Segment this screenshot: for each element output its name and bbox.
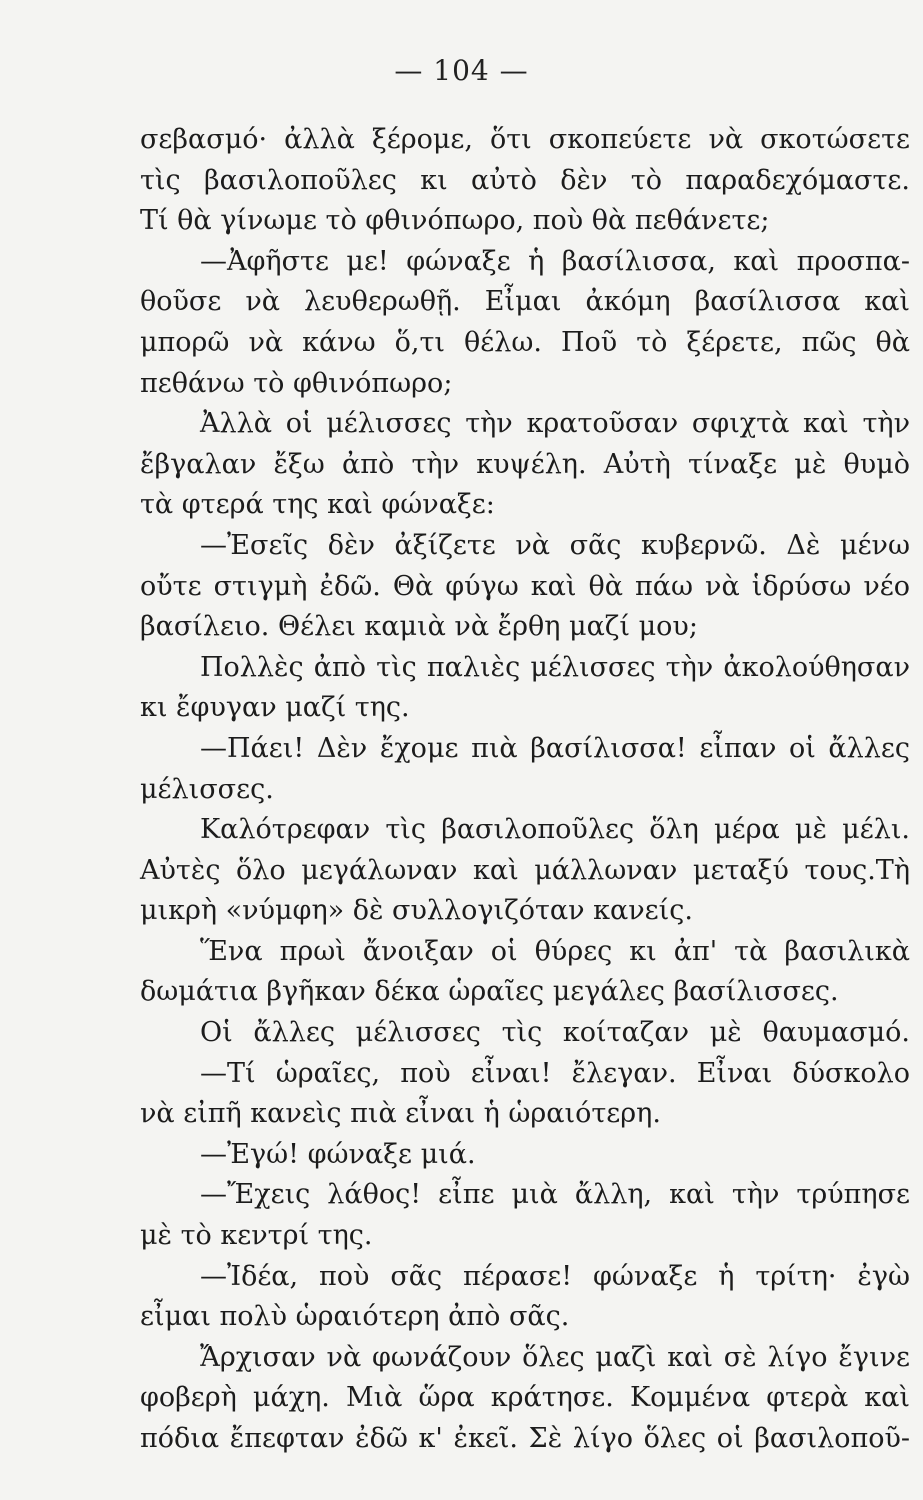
text-line: Καλότρεφαν τὶς βασιλοποῦλες ὅλη μέρα μὲ μέλι. — [200, 814, 910, 846]
text-line: φοβερὴ μάχη. Μιὰ ὥρα κράτησε. Κομμένα φτερὰ καὶ — [140, 1382, 910, 1414]
text-line: τὰ φτερά της καὶ φώναξε: — [140, 489, 495, 521]
text-line: πεθάνω τὸ φθινόπωρο; — [140, 367, 453, 399]
text-line: Ἕνα πρωὶ ἄνοιξαν οἱ θύρες κι ἀπ' τὰ βασιλικὰ — [200, 935, 910, 967]
text-line: ἔβγαλαν ἔξω ἀπὸ τὴν κυψέλη. Αὐτὴ τίναξε μὲ θυμὸ — [140, 448, 910, 480]
text-line: Πολλὲς ἀπὸ τὶς παλιὲς μέλισσες τὴν ἀκολούθησαν — [200, 651, 910, 683]
text-line: —Ἔχεις λάθος! εἶπε μιὰ ἄλλη, καὶ τὴν τρύπησε — [200, 1179, 910, 1211]
text-line: σεβασμό· ἀλλὰ ξέρομε, ὅτι σκοπεύετε νὰ σκοτώσετε — [140, 124, 910, 155]
text-line: —Ἰδέα, ποὺ σᾶς πέρασε! φώναξε ἡ τρίτη· ἐγὼ — [200, 1260, 910, 1292]
text-line: κι ἔφυγαν μαζί της. — [140, 692, 410, 724]
body-text — [140, 120, 910, 1460]
text-line: βασίλειο. Θέλει καμιὰ νὰ ἔρθη μαζί μου; — [140, 611, 698, 643]
text-line: πόδια ἔπεφταν ἐδῶ κ' ἐκεῖ. Σὲ λίγο ὅλες οἱ βασιλοποῦ- — [140, 1423, 910, 1454]
text-line: μὲ τὸ κεντρί της. — [140, 1220, 373, 1252]
text-line: Οἱ ἄλλες μέλισσες τὶς κοίταζαν μὲ θαυμασμό. — [200, 1017, 910, 1049]
text-line: —Ἐγώ! φώναξε μιά. — [200, 1138, 476, 1170]
text-line: —Ἐσεῖς δὲν ἀξίζετε νὰ σᾶς κυβερνῶ. Δὲ μένω — [200, 529, 910, 561]
text-line: Ἄρχισαν νὰ φωνάζουν ὅλες μαζὶ καὶ σὲ λίγο ἔγινε — [200, 1341, 910, 1373]
text-line: μικρὴ «νύμφη» δὲ συλλογιζόταν κανείς. — [140, 895, 693, 927]
text-line: νὰ εἰπῆ κανεὶς πιὰ εἶναι ἡ ὡραιότερη. — [140, 1098, 661, 1130]
text-line: δωμάτια βγῆκαν δέκα ὡραῖες μεγάλες βασίλισσες. — [140, 976, 839, 1008]
text-line: Τί θὰ γίνωμε τὸ φθινόπωρο, ποὺ θὰ πεθάνετε; — [140, 205, 770, 237]
page-number: — 104 — — [394, 54, 529, 87]
text-line: οὔτε στιγμὴ ἐδῶ. Θὰ φύγω καὶ θὰ πάω νὰ ἱδρύσω νέο — [140, 570, 910, 602]
text-line: τὶς βασιλοποῦλες κι αὐτὸ δὲν τὸ παραδεχόμαστε. — [140, 164, 910, 196]
text-line: —Πάει! Δὲν ἔχομε πιὰ βασίλισσα! εἶπαν οἱ ἄλλες — [200, 732, 910, 764]
text-line: μέλισσες. — [140, 773, 274, 805]
text-line: εἶμαι πολὺ ὡραιότερη ἀπὸ σᾶς. — [140, 1301, 570, 1333]
text-line: —Τί ὡραῖες, ποὺ εἶναι! ἔλεγαν. Εἶναι δύσκολο — [200, 1057, 910, 1089]
text-line: —Ἀφῆστε με! φώναξε ἡ βασίλισσα, καὶ προσπα- — [200, 245, 910, 277]
text-line: Ἀλλὰ οἱ μέλισσες τὴν κρατοῦσαν σφιχτὰ καὶ τὴν — [200, 408, 910, 440]
text-line: Αὐτὲς ὅλο μεγάλωναν καὶ μάλλωναν μεταξύ τους.Τὴ — [140, 854, 910, 886]
text-line: θοῦσε νὰ λευθερωθῇ. Εἶμαι ἀκόμη βασίλισσα καὶ — [140, 286, 910, 318]
text-line: μπορῶ νὰ κάνω ὅ,τι θέλω. Ποῦ τὸ ξέρετε, πῶς θὰ — [140, 326, 910, 358]
